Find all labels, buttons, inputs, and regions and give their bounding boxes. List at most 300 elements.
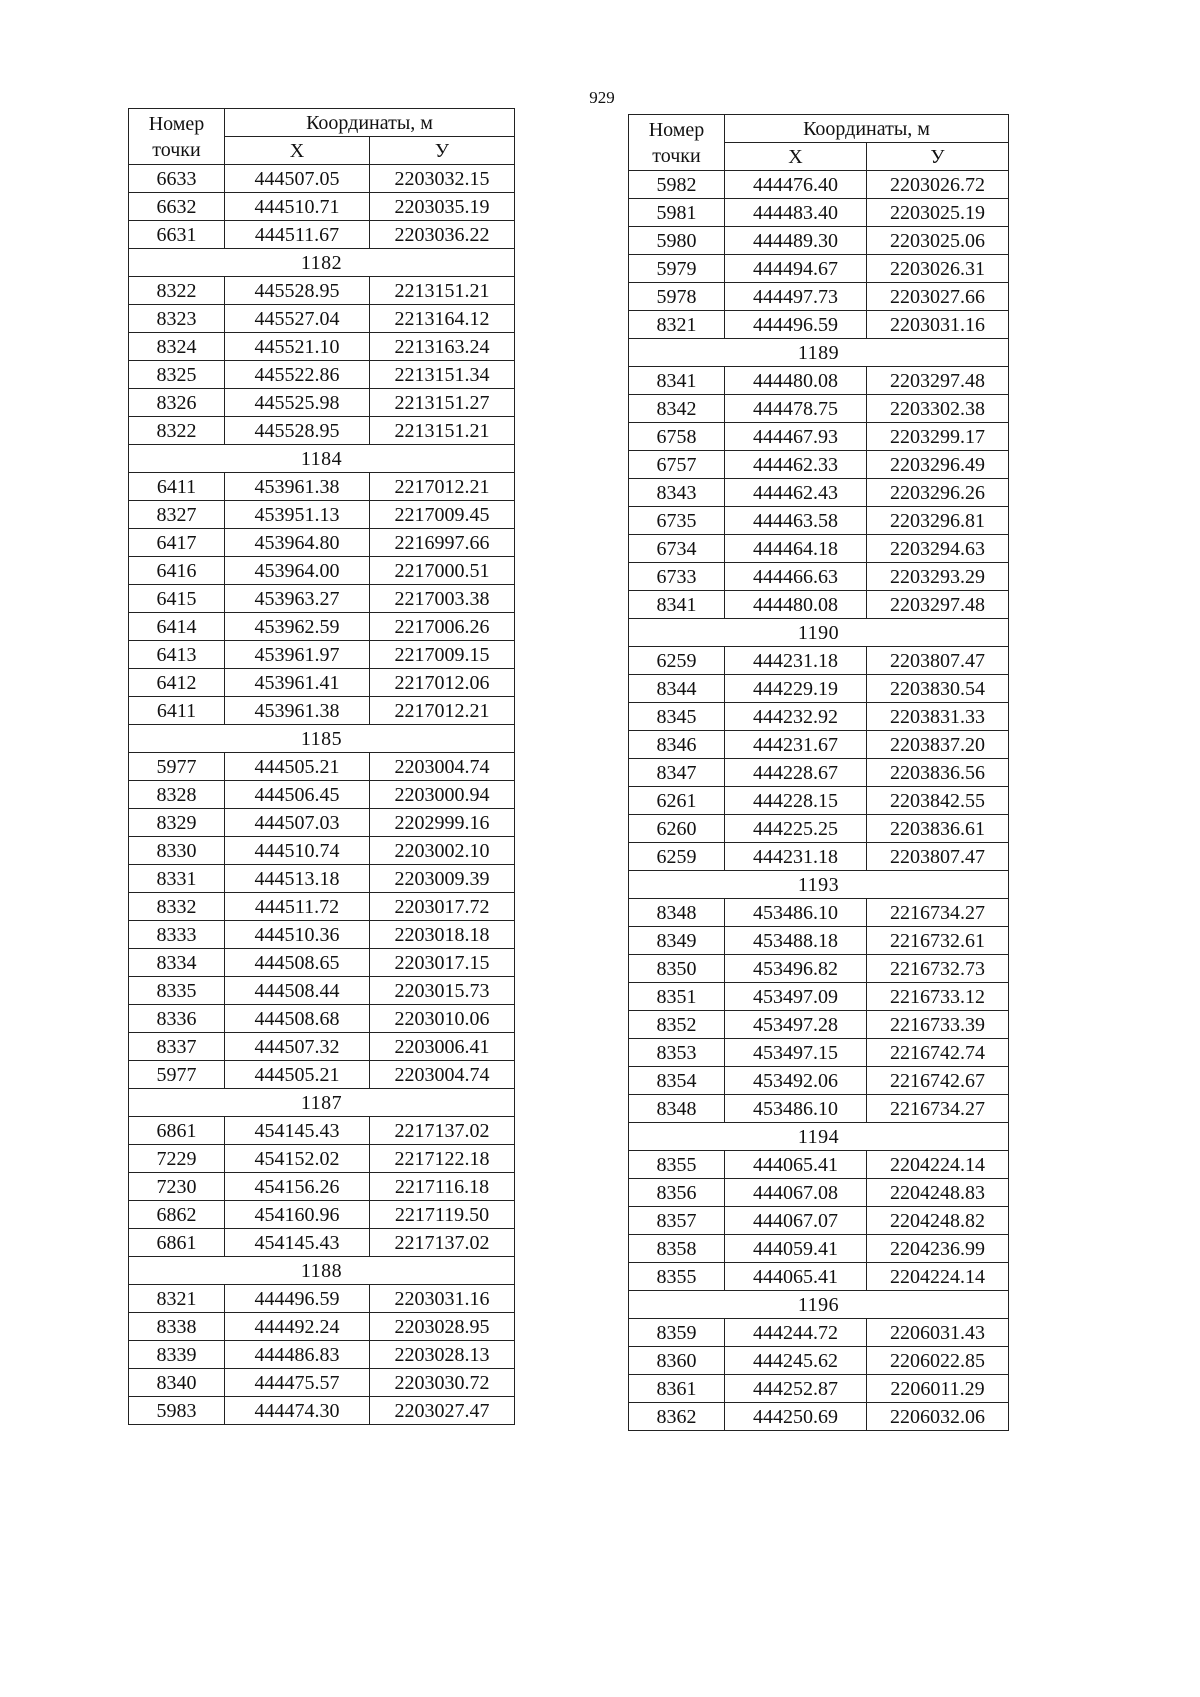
y-coordinate-cell: 2203293.29 [867, 563, 1009, 591]
table-row [629, 1067, 1009, 1095]
x-coordinate-cell: 444065.41 [725, 1151, 867, 1179]
section-number: 1190 [629, 619, 1009, 647]
y-coordinate-cell: 2203031.16 [370, 1285, 515, 1313]
x-coordinate-cell: 454145.43 [225, 1229, 370, 1257]
x-coordinate-cell: 445527.04 [225, 305, 370, 333]
y-coordinate-cell: 2203018.18 [370, 921, 515, 949]
y-coordinate-cell: 2217137.02 [370, 1229, 515, 1257]
x-coordinate-cell: 444478.75 [725, 395, 867, 423]
table-row [629, 1095, 1009, 1123]
point-number-cell: 8339 [129, 1341, 225, 1369]
table-row [629, 563, 1009, 591]
point-number-cell: 8333 [129, 921, 225, 949]
table-row [129, 305, 515, 333]
x-coordinate-cell: 444497.73 [725, 283, 867, 311]
coordinates-table-right [628, 114, 1009, 1431]
y-coordinate-cell: 2203297.48 [867, 591, 1009, 619]
x-coordinate-cell: 444511.72 [225, 893, 370, 921]
y-coordinate-cell: 2203830.54 [867, 675, 1009, 703]
table-row [129, 501, 515, 529]
point-header-line2: точки [652, 144, 701, 167]
point-number-cell: 8335 [129, 977, 225, 1005]
point-number-cell: 8347 [629, 759, 725, 787]
point-number-cell: 8321 [129, 1285, 225, 1313]
y-coordinate-cell: 2216997.66 [370, 529, 515, 557]
point-number-cell: 7230 [129, 1173, 225, 1201]
x-coordinate-cell: 444496.59 [725, 311, 867, 339]
table-row [629, 787, 1009, 815]
section-number: 1196 [629, 1291, 1009, 1319]
point-number-cell: 6260 [629, 815, 725, 843]
table-row [129, 1005, 515, 1033]
table-row [129, 1285, 515, 1313]
table-row [129, 1173, 515, 1201]
table-row [629, 1375, 1009, 1403]
y-coordinate-cell: 2203836.61 [867, 815, 1009, 843]
x-coordinate-cell: 453962.59 [225, 613, 370, 641]
x-coordinate-cell: 453964.00 [225, 557, 370, 585]
table-row [629, 227, 1009, 255]
point-number-cell: 5977 [129, 1061, 225, 1089]
table-row [129, 417, 515, 445]
x-coordinate-cell: 445528.95 [225, 277, 370, 305]
point-number-cell: 5978 [629, 283, 725, 311]
y-coordinate-cell: 2216734.27 [867, 899, 1009, 927]
table-row [129, 1117, 515, 1145]
table-row [629, 927, 1009, 955]
y-coordinate-cell: 2204236.99 [867, 1235, 1009, 1263]
section-number: 1182 [129, 249, 515, 277]
point-number-cell: 6261 [629, 787, 725, 815]
x-coordinate-cell: 453961.97 [225, 641, 370, 669]
table-row [629, 647, 1009, 675]
coordinates-table-left [128, 108, 515, 1425]
point-number-cell: 8348 [629, 899, 725, 927]
point-number-cell: 6416 [129, 557, 225, 585]
section-row [129, 249, 515, 277]
section-number: 1193 [629, 871, 1009, 899]
point-number-cell: 8323 [129, 305, 225, 333]
y-coordinate-cell: 2203028.13 [370, 1341, 515, 1369]
x-coordinate-cell: 444245.62 [725, 1347, 867, 1375]
table-row [129, 361, 515, 389]
x-coordinate-cell: 444510.74 [225, 837, 370, 865]
coordinates-header: Координаты, м [225, 109, 515, 137]
point-number-cell: 8341 [629, 591, 725, 619]
table-row [129, 669, 515, 697]
x-coordinate-cell: 444067.08 [725, 1179, 867, 1207]
y-coordinate-cell: 2203036.22 [370, 221, 515, 249]
point-number-cell: 8352 [629, 1011, 725, 1039]
y-coordinate-cell: 2203004.74 [370, 753, 515, 781]
table-row [129, 473, 515, 501]
y-header: У [867, 143, 1009, 171]
y-coordinate-cell: 2203831.33 [867, 703, 1009, 731]
point-number-cell: 8337 [129, 1033, 225, 1061]
point-number-cell: 8343 [629, 479, 725, 507]
x-coordinate-cell: 444507.05 [225, 165, 370, 193]
x-coordinate-cell: 453961.38 [225, 697, 370, 725]
x-coordinate-cell: 444244.72 [725, 1319, 867, 1347]
section-number: 1184 [129, 445, 515, 473]
point-number-cell: 8357 [629, 1207, 725, 1235]
x-coordinate-cell: 444225.25 [725, 815, 867, 843]
point-number-cell: 5982 [629, 171, 725, 199]
x-coordinate-cell: 444508.65 [225, 949, 370, 977]
x-coordinate-cell: 444231.18 [725, 843, 867, 871]
point-number-cell: 8344 [629, 675, 725, 703]
y-coordinate-cell: 2203296.26 [867, 479, 1009, 507]
point-number-cell: 6417 [129, 529, 225, 557]
table-row [629, 1011, 1009, 1039]
x-coordinate-cell: 444475.57 [225, 1369, 370, 1397]
point-number-cell: 6633 [129, 165, 225, 193]
y-coordinate-cell: 2203296.81 [867, 507, 1009, 535]
point-number-cell: 6412 [129, 669, 225, 697]
x-coordinate-cell: 444507.32 [225, 1033, 370, 1061]
point-number-cell: 8341 [629, 367, 725, 395]
x-coordinate-cell: 444496.59 [225, 1285, 370, 1313]
table-row [629, 1039, 1009, 1067]
table-row [629, 199, 1009, 227]
point-number-cell: 6259 [629, 843, 725, 871]
point-number-cell: 6411 [129, 473, 225, 501]
left-table-body [129, 165, 515, 1425]
x-coordinate-cell: 453963.27 [225, 585, 370, 613]
y-coordinate-cell: 2216734.27 [867, 1095, 1009, 1123]
y-coordinate-cell: 2203004.74 [370, 1061, 515, 1089]
x-coordinate-cell: 444513.18 [225, 865, 370, 893]
y-coordinate-cell: 2203026.72 [867, 171, 1009, 199]
section-row [129, 445, 515, 473]
x-coordinate-cell: 453488.18 [725, 927, 867, 955]
table-row [129, 613, 515, 641]
x-coordinate-cell: 454152.02 [225, 1145, 370, 1173]
point-number-cell: 8362 [629, 1403, 725, 1431]
y-header: У [370, 137, 515, 165]
point-number-cell: 8359 [629, 1319, 725, 1347]
table-row [629, 899, 1009, 927]
y-coordinate-cell: 2217003.38 [370, 585, 515, 613]
table-row [629, 591, 1009, 619]
table-row [129, 865, 515, 893]
y-coordinate-cell: 2203002.10 [370, 837, 515, 865]
x-coordinate-cell: 454156.26 [225, 1173, 370, 1201]
x-coordinate-cell: 444252.87 [725, 1375, 867, 1403]
point-number-cell: 5977 [129, 753, 225, 781]
y-coordinate-cell: 2206031.43 [867, 1319, 1009, 1347]
y-coordinate-cell: 2216742.74 [867, 1039, 1009, 1067]
point-number-cell: 8356 [629, 1179, 725, 1207]
point-number-cell: 6758 [629, 423, 725, 451]
table-row [629, 367, 1009, 395]
table-row [129, 809, 515, 837]
point-number-cell: 8326 [129, 389, 225, 417]
x-coordinate-cell: 444462.33 [725, 451, 867, 479]
table-row [629, 1151, 1009, 1179]
y-coordinate-cell: 2203807.47 [867, 843, 1009, 871]
section-number: 1185 [129, 725, 515, 753]
point-number-cell: 6415 [129, 585, 225, 613]
y-coordinate-cell: 2203025.19 [867, 199, 1009, 227]
table-row [629, 423, 1009, 451]
y-coordinate-cell: 2206022.85 [867, 1347, 1009, 1375]
x-coordinate-cell: 444510.36 [225, 921, 370, 949]
y-coordinate-cell: 2206032.06 [867, 1403, 1009, 1431]
point-number-cell: 6414 [129, 613, 225, 641]
point-number-cell: 8342 [629, 395, 725, 423]
x-coordinate-cell: 444250.69 [725, 1403, 867, 1431]
y-coordinate-cell: 2217009.15 [370, 641, 515, 669]
section-row [129, 1089, 515, 1117]
x-coordinate-cell: 444231.67 [725, 731, 867, 759]
coordinates-header: Координаты, м [725, 115, 1009, 143]
point-number-cell: 8350 [629, 955, 725, 983]
x-coordinate-cell: 444511.67 [225, 221, 370, 249]
x-coordinate-cell: 445521.10 [225, 333, 370, 361]
x-coordinate-cell: 453497.09 [725, 983, 867, 1011]
table-row [129, 529, 515, 557]
point-number-cell: 8324 [129, 333, 225, 361]
x-coordinate-cell: 453951.13 [225, 501, 370, 529]
point-number-cell: 6259 [629, 647, 725, 675]
point-number-cell: 8322 [129, 417, 225, 445]
section-row [129, 1257, 515, 1285]
x-coordinate-cell: 444508.44 [225, 977, 370, 1005]
point-number-cell: 8351 [629, 983, 725, 1011]
table-row [629, 983, 1009, 1011]
table-row [629, 507, 1009, 535]
point-number-cell: 8325 [129, 361, 225, 389]
x-coordinate-cell: 444463.58 [725, 507, 867, 535]
point-header-line2: точки [152, 138, 201, 161]
y-coordinate-cell: 2203017.15 [370, 949, 515, 977]
point-number-cell: 8346 [629, 731, 725, 759]
section-number: 1189 [629, 339, 1009, 367]
x-coordinate-cell: 444059.41 [725, 1235, 867, 1263]
point-number-cell: 6734 [629, 535, 725, 563]
table-row [629, 1319, 1009, 1347]
x-coordinate-cell: 444507.03 [225, 809, 370, 837]
point-number-cell: 6411 [129, 697, 225, 725]
y-coordinate-cell: 2213151.27 [370, 389, 515, 417]
point-number-cell: 5981 [629, 199, 725, 227]
table-row [629, 731, 1009, 759]
y-coordinate-cell: 2217122.18 [370, 1145, 515, 1173]
table-row [129, 1369, 515, 1397]
table-row [629, 815, 1009, 843]
table-row [629, 171, 1009, 199]
y-coordinate-cell: 2216742.67 [867, 1067, 1009, 1095]
x-coordinate-cell: 453961.38 [225, 473, 370, 501]
x-coordinate-cell: 444474.30 [225, 1397, 370, 1425]
section-row [129, 725, 515, 753]
y-coordinate-cell: 2217137.02 [370, 1117, 515, 1145]
y-coordinate-cell: 2203302.38 [867, 395, 1009, 423]
table-row [129, 893, 515, 921]
y-coordinate-cell: 2203017.72 [370, 893, 515, 921]
y-coordinate-cell: 2203294.63 [867, 535, 1009, 563]
point-number-cell: 8329 [129, 809, 225, 837]
point-number-cell: 5979 [629, 255, 725, 283]
y-coordinate-cell: 2202999.16 [370, 809, 515, 837]
section-row [629, 871, 1009, 899]
table-row [129, 1313, 515, 1341]
y-coordinate-cell: 2213163.24 [370, 333, 515, 361]
y-coordinate-cell: 2203006.41 [370, 1033, 515, 1061]
y-coordinate-cell: 2204224.14 [867, 1263, 1009, 1291]
point-number-cell: 8355 [629, 1263, 725, 1291]
table-row [629, 1403, 1009, 1431]
table-row [629, 703, 1009, 731]
y-coordinate-cell: 2217012.21 [370, 473, 515, 501]
y-coordinate-cell: 2203842.55 [867, 787, 1009, 815]
point-number-cell: 6861 [129, 1117, 225, 1145]
y-coordinate-cell: 2203025.06 [867, 227, 1009, 255]
point-number-cell: 8322 [129, 277, 225, 305]
y-coordinate-cell: 2203027.47 [370, 1397, 515, 1425]
x-coordinate-cell: 444505.21 [225, 753, 370, 781]
y-coordinate-cell: 2216733.39 [867, 1011, 1009, 1039]
y-coordinate-cell: 2203035.19 [370, 193, 515, 221]
section-row [629, 1123, 1009, 1151]
section-number: 1194 [629, 1123, 1009, 1151]
x-coordinate-cell: 444231.18 [725, 647, 867, 675]
section-row [629, 339, 1009, 367]
x-coordinate-cell: 453961.41 [225, 669, 370, 697]
y-coordinate-cell: 2203297.48 [867, 367, 1009, 395]
x-coordinate-cell: 444510.71 [225, 193, 370, 221]
y-coordinate-cell: 2217009.45 [370, 501, 515, 529]
x-coordinate-cell: 445525.98 [225, 389, 370, 417]
section-row [629, 1291, 1009, 1319]
section-number: 1188 [129, 1257, 515, 1285]
point-number-cell: 8338 [129, 1313, 225, 1341]
x-coordinate-cell: 453497.28 [725, 1011, 867, 1039]
point-number-cell: 5983 [129, 1397, 225, 1425]
section-number: 1187 [129, 1089, 515, 1117]
y-coordinate-cell: 2213164.12 [370, 305, 515, 333]
table-row [129, 697, 515, 725]
point-number-cell: 8360 [629, 1347, 725, 1375]
x-coordinate-cell: 444492.24 [225, 1313, 370, 1341]
table-row [129, 1397, 515, 1425]
x-coordinate-cell: 453496.82 [725, 955, 867, 983]
x-header: X [225, 137, 370, 165]
point-number-cell: 8345 [629, 703, 725, 731]
y-coordinate-cell: 2204248.82 [867, 1207, 1009, 1235]
point-number-header [629, 115, 725, 171]
point-number-cell: 6631 [129, 221, 225, 249]
point-number-cell: 6413 [129, 641, 225, 669]
x-coordinate-cell: 444486.83 [225, 1341, 370, 1369]
right-table-body [629, 171, 1009, 1431]
table-row [629, 535, 1009, 563]
x-coordinate-cell: 453486.10 [725, 899, 867, 927]
x-coordinate-cell: 444494.67 [725, 255, 867, 283]
y-coordinate-cell: 2217119.50 [370, 1201, 515, 1229]
y-coordinate-cell: 2203027.66 [867, 283, 1009, 311]
x-coordinate-cell: 453492.06 [725, 1067, 867, 1095]
table-row [129, 949, 515, 977]
x-coordinate-cell: 444505.21 [225, 1061, 370, 1089]
y-coordinate-cell: 2216733.12 [867, 983, 1009, 1011]
x-coordinate-cell: 445528.95 [225, 417, 370, 445]
y-coordinate-cell: 2203837.20 [867, 731, 1009, 759]
point-header-line1: Номер [648, 118, 705, 141]
table-row [129, 193, 515, 221]
point-number-cell: 8332 [129, 893, 225, 921]
x-coordinate-cell: 444464.18 [725, 535, 867, 563]
table-row [629, 395, 1009, 423]
y-coordinate-cell: 2203026.31 [867, 255, 1009, 283]
point-number-cell: 8336 [129, 1005, 225, 1033]
x-coordinate-cell: 444480.08 [725, 367, 867, 395]
point-number-cell: 8353 [629, 1039, 725, 1067]
x-coordinate-cell: 453486.10 [725, 1095, 867, 1123]
point-header-line1: Номер [148, 112, 205, 135]
table-row [129, 165, 515, 193]
point-number-cell: 6733 [629, 563, 725, 591]
y-coordinate-cell: 2204224.14 [867, 1151, 1009, 1179]
x-coordinate-cell: 444065.41 [725, 1263, 867, 1291]
table-row [629, 255, 1009, 283]
point-number-cell: 8348 [629, 1095, 725, 1123]
x-coordinate-cell: 444467.93 [725, 423, 867, 451]
y-coordinate-cell: 2203028.95 [370, 1313, 515, 1341]
table-row [129, 1061, 515, 1089]
y-coordinate-cell: 2217000.51 [370, 557, 515, 585]
table-row [129, 585, 515, 613]
table-row [629, 283, 1009, 311]
point-number-cell: 8334 [129, 949, 225, 977]
table-row [629, 1179, 1009, 1207]
table-row [629, 955, 1009, 983]
table-row [129, 333, 515, 361]
point-number-cell: 8358 [629, 1235, 725, 1263]
x-coordinate-cell: 444232.92 [725, 703, 867, 731]
x-coordinate-cell: 444506.45 [225, 781, 370, 809]
point-number-cell: 6735 [629, 507, 725, 535]
point-number-cell: 8328 [129, 781, 225, 809]
y-coordinate-cell: 2203000.94 [370, 781, 515, 809]
y-coordinate-cell: 2217116.18 [370, 1173, 515, 1201]
y-coordinate-cell: 2216732.73 [867, 955, 1009, 983]
x-coordinate-cell: 444480.08 [725, 591, 867, 619]
table-row [129, 1201, 515, 1229]
y-coordinate-cell: 2213151.21 [370, 277, 515, 305]
point-number-cell: 8349 [629, 927, 725, 955]
point-number-header [129, 109, 225, 165]
table-row [629, 675, 1009, 703]
table-row [129, 1033, 515, 1061]
table-row [129, 1145, 515, 1173]
x-coordinate-cell: 444067.07 [725, 1207, 867, 1235]
table-row [629, 759, 1009, 787]
x-coordinate-cell: 454145.43 [225, 1117, 370, 1145]
point-number-cell: 7229 [129, 1145, 225, 1173]
y-coordinate-cell: 2213151.21 [370, 417, 515, 445]
y-coordinate-cell: 2203015.73 [370, 977, 515, 1005]
y-coordinate-cell: 2203836.56 [867, 759, 1009, 787]
point-number-cell: 8321 [629, 311, 725, 339]
table-row [129, 389, 515, 417]
point-number-cell: 8330 [129, 837, 225, 865]
point-number-cell: 6632 [129, 193, 225, 221]
y-coordinate-cell: 2203807.47 [867, 647, 1009, 675]
y-coordinate-cell: 2217012.06 [370, 669, 515, 697]
point-number-cell: 5980 [629, 227, 725, 255]
